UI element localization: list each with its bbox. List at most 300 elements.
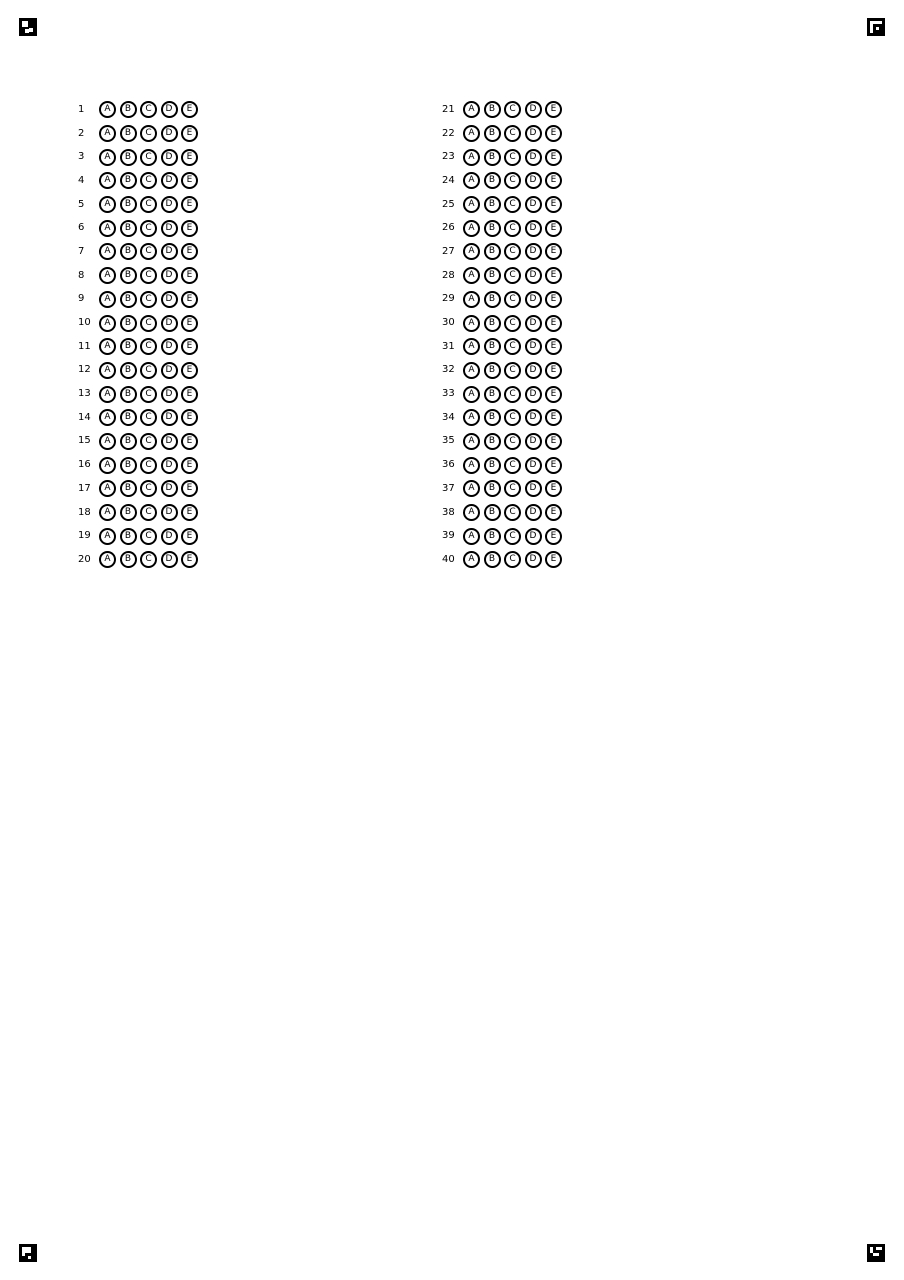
answer-bubble-group — [99, 362, 198, 379]
question-row — [74, 524, 234, 548]
answer-bubble-d[interactable]: D — [525, 362, 542, 379]
question-row — [74, 501, 234, 525]
answer-bubble-c[interactable]: C — [504, 457, 521, 474]
answer-bubble-b[interactable]: B — [484, 457, 501, 474]
question-number: 12 — [78, 364, 91, 376]
question-number: 14 — [78, 411, 91, 423]
answer-bubble-e[interactable]: E — [181, 315, 198, 332]
answer-bubble-b[interactable]: B — [484, 149, 501, 166]
answer-bubble-b[interactable]: B — [120, 528, 137, 545]
question-row — [438, 477, 598, 501]
answer-bubble-b[interactable]: B — [484, 433, 501, 450]
answer-bubble-d[interactable]: D — [161, 315, 178, 332]
answer-bubble-d[interactable]: D — [525, 433, 542, 450]
answer-bubble-e[interactable]: E — [181, 528, 198, 545]
answer-bubble-c[interactable]: C — [504, 243, 521, 260]
answer-bubble-a[interactable]: A — [463, 149, 480, 166]
answer-bubble-d[interactable]: D — [525, 504, 542, 521]
answer-bubble-group — [463, 315, 562, 332]
answer-bubble-e[interactable]: E — [545, 504, 562, 521]
answer-bubble-group — [99, 196, 198, 213]
answer-bubble-c[interactable]: C — [504, 220, 521, 237]
answer-bubble-e[interactable]: E — [181, 243, 198, 260]
fiducial-marker-top-right — [867, 18, 885, 36]
answer-bubble-c[interactable]: C — [504, 504, 521, 521]
answer-bubble-c[interactable]: C — [504, 125, 521, 142]
answer-bubble-group — [463, 551, 562, 568]
answer-bubble-group — [99, 433, 198, 450]
answer-bubble-e[interactable]: E — [181, 172, 198, 189]
answer-bubble-e[interactable]: E — [545, 315, 562, 332]
answer-bubble-b[interactable]: B — [484, 480, 501, 497]
answer-bubble-b[interactable]: B — [484, 551, 501, 568]
answer-bubble-d[interactable]: D — [525, 172, 542, 189]
question-row — [438, 169, 598, 193]
answer-bubble-c[interactable]: C — [140, 172, 157, 189]
answer-bubble-b[interactable]: B — [120, 504, 137, 521]
answer-bubble-e[interactable]: E — [181, 338, 198, 355]
question-row — [74, 311, 234, 335]
answer-bubble-e[interactable]: E — [545, 338, 562, 355]
answer-bubble-d[interactable]: D — [525, 267, 542, 284]
answer-bubble-b[interactable]: B — [120, 409, 137, 426]
answer-bubble-a[interactable]: A — [463, 362, 480, 379]
answer-bubble-c[interactable]: C — [504, 101, 521, 118]
answer-bubble-group — [99, 172, 198, 189]
answer-bubble-a[interactable]: A — [99, 243, 116, 260]
answer-bubble-group — [99, 267, 198, 284]
answer-bubble-a[interactable]: A — [99, 409, 116, 426]
answer-bubble-e[interactable]: E — [181, 220, 198, 237]
answer-bubble-b[interactable]: B — [120, 172, 137, 189]
answer-bubble-a[interactable]: A — [463, 220, 480, 237]
answer-bubble-c[interactable]: C — [504, 172, 521, 189]
answer-bubble-c[interactable]: C — [140, 291, 157, 308]
answer-bubble-b[interactable]: B — [120, 267, 137, 284]
answer-bubble-e[interactable]: E — [545, 362, 562, 379]
answer-bubble-b[interactable]: B — [484, 243, 501, 260]
question-row — [438, 264, 598, 288]
answer-bubble-a[interactable]: A — [99, 362, 116, 379]
answer-bubble-b[interactable]: B — [484, 172, 501, 189]
answer-bubble-e[interactable]: E — [545, 220, 562, 237]
answer-bubble-d[interactable]: D — [161, 386, 178, 403]
answer-bubble-e[interactable]: E — [545, 409, 562, 426]
question-number: 23 — [442, 151, 455, 163]
answer-bubble-d[interactable]: D — [161, 101, 178, 118]
answer-bubble-a[interactable]: A — [99, 125, 116, 142]
question-number: 39 — [442, 530, 455, 542]
answer-bubble-e[interactable]: E — [181, 125, 198, 142]
answer-bubble-a[interactable]: A — [99, 196, 116, 213]
answer-bubble-d[interactable]: D — [161, 267, 178, 284]
answer-bubble-group — [99, 291, 198, 308]
answer-bubble-d[interactable]: D — [161, 504, 178, 521]
answer-bubble-e[interactable]: E — [181, 433, 198, 450]
question-row — [74, 264, 234, 288]
answer-bubble-c[interactable]: C — [140, 338, 157, 355]
question-number: 36 — [442, 459, 455, 471]
answer-bubble-d[interactable]: D — [161, 196, 178, 213]
question-number: 2 — [78, 127, 85, 139]
answer-bubble-d[interactable]: D — [161, 551, 178, 568]
question-row — [438, 122, 598, 146]
question-number: 32 — [442, 364, 455, 376]
answer-bubble-d[interactable]: D — [161, 433, 178, 450]
answer-bubble-c[interactable]: C — [140, 125, 157, 142]
answer-bubble-d[interactable]: D — [161, 243, 178, 260]
question-row — [438, 406, 598, 430]
question-number: 28 — [442, 269, 455, 281]
answer-bubble-a[interactable]: A — [463, 125, 480, 142]
answer-bubble-c[interactable]: C — [504, 409, 521, 426]
answer-bubble-d[interactable]: D — [161, 362, 178, 379]
answer-bubble-group — [99, 504, 198, 521]
answer-bubble-b[interactable]: B — [484, 528, 501, 545]
answer-bubble-group — [463, 220, 562, 237]
answer-bubble-c[interactable]: C — [140, 433, 157, 450]
answer-bubble-d[interactable]: D — [525, 338, 542, 355]
answer-bubble-c[interactable]: C — [140, 196, 157, 213]
answer-bubble-d[interactable]: D — [525, 291, 542, 308]
answer-bubble-a[interactable]: A — [463, 504, 480, 521]
answer-bubble-e[interactable]: E — [545, 172, 562, 189]
answer-bubble-d[interactable]: D — [525, 315, 542, 332]
answer-bubble-e[interactable]: E — [545, 149, 562, 166]
answer-bubble-b[interactable]: B — [120, 433, 137, 450]
answer-bubble-b[interactable]: B — [484, 362, 501, 379]
answer-bubble-a[interactable]: A — [99, 315, 116, 332]
question-row — [74, 193, 234, 217]
answer-bubble-a[interactable]: A — [463, 480, 480, 497]
answer-bubble-c[interactable]: C — [504, 386, 521, 403]
answer-bubble-d[interactable]: D — [161, 338, 178, 355]
answer-bubble-a[interactable]: A — [463, 101, 480, 118]
answer-bubble-group — [463, 528, 562, 545]
answer-bubble-e[interactable]: E — [545, 433, 562, 450]
answer-bubble-c[interactable]: C — [504, 315, 521, 332]
answer-bubble-c[interactable]: C — [504, 338, 521, 355]
question-row — [438, 240, 598, 264]
answer-bubble-d[interactable]: D — [161, 291, 178, 308]
question-number: 11 — [78, 340, 91, 352]
answer-bubble-e[interactable]: E — [545, 386, 562, 403]
answer-bubble-a[interactable]: A — [99, 480, 116, 497]
answer-bubble-b[interactable]: B — [484, 267, 501, 284]
answer-bubble-a[interactable]: A — [99, 220, 116, 237]
answer-bubble-a[interactable]: A — [99, 386, 116, 403]
answer-bubble-b[interactable]: B — [120, 315, 137, 332]
answer-bubble-e[interactable]: E — [545, 457, 562, 474]
answer-bubble-group — [99, 528, 198, 545]
question-row — [74, 453, 234, 477]
answer-bubble-c[interactable]: C — [504, 267, 521, 284]
question-row — [74, 548, 234, 572]
answer-bubble-b[interactable]: B — [484, 409, 501, 426]
answer-bubble-a[interactable]: A — [99, 101, 116, 118]
answer-bubble-d[interactable]: D — [161, 480, 178, 497]
answer-bubble-d[interactable]: D — [161, 220, 178, 237]
question-number: 30 — [442, 317, 455, 329]
answer-bubble-d[interactable]: D — [161, 409, 178, 426]
answer-bubble-e[interactable]: E — [181, 504, 198, 521]
question-row — [74, 122, 234, 146]
answer-bubble-d[interactable]: D — [525, 243, 542, 260]
answer-bubble-a[interactable]: A — [463, 196, 480, 213]
answer-bubble-a[interactable]: A — [99, 149, 116, 166]
answer-bubble-group — [99, 101, 198, 118]
answer-bubble-e[interactable]: E — [181, 551, 198, 568]
answer-bubble-group — [99, 243, 198, 260]
answer-bubble-group — [463, 409, 562, 426]
answer-bubble-a[interactable]: A — [463, 338, 480, 355]
answer-bubble-group — [99, 220, 198, 237]
answer-bubble-e[interactable]: E — [181, 101, 198, 118]
answer-bubble-a[interactable]: A — [99, 433, 116, 450]
answer-bubble-a[interactable]: A — [99, 551, 116, 568]
question-number: 5 — [78, 198, 85, 210]
answer-bubble-e[interactable]: E — [181, 362, 198, 379]
answer-bubble-e[interactable]: E — [181, 149, 198, 166]
answer-bubble-d[interactable]: D — [161, 457, 178, 474]
answer-bubble-a[interactable]: A — [463, 386, 480, 403]
answer-bubble-c[interactable]: C — [140, 480, 157, 497]
answer-bubble-group — [99, 338, 198, 355]
fiducial-marker-top-left — [19, 18, 37, 36]
answer-bubble-c[interactable]: C — [140, 315, 157, 332]
answer-bubble-b[interactable]: B — [484, 291, 501, 308]
question-number: 7 — [78, 245, 85, 257]
answer-bubble-e[interactable]: E — [545, 125, 562, 142]
question-number: 20 — [78, 553, 91, 565]
answer-bubble-d[interactable]: D — [525, 101, 542, 118]
question-number: 31 — [442, 340, 455, 352]
answer-bubble-e[interactable]: E — [181, 267, 198, 284]
answer-bubble-a[interactable]: A — [99, 457, 116, 474]
answer-bubble-a[interactable]: A — [463, 243, 480, 260]
answer-bubble-a[interactable]: A — [99, 267, 116, 284]
answer-bubble-a[interactable]: A — [463, 551, 480, 568]
question-number: 10 — [78, 317, 91, 329]
answer-bubble-e[interactable]: E — [181, 457, 198, 474]
question-row — [438, 524, 598, 548]
answer-bubble-a[interactable]: A — [463, 172, 480, 189]
answer-column-left — [74, 98, 234, 572]
answer-bubble-group — [463, 172, 562, 189]
answer-bubble-e[interactable]: E — [545, 291, 562, 308]
question-number: 24 — [442, 174, 455, 186]
answer-bubble-e[interactable]: E — [545, 551, 562, 568]
answer-bubble-b[interactable]: B — [120, 338, 137, 355]
answer-bubble-e[interactable]: E — [181, 386, 198, 403]
answer-bubble-d[interactable]: D — [525, 457, 542, 474]
answer-bubble-c[interactable]: C — [504, 149, 521, 166]
question-number: 34 — [442, 411, 455, 423]
answer-bubble-d[interactable]: D — [525, 551, 542, 568]
answer-bubble-e[interactable]: E — [181, 409, 198, 426]
answer-bubble-c[interactable]: C — [504, 291, 521, 308]
question-number: 27 — [442, 245, 455, 257]
answer-bubble-b[interactable]: B — [120, 149, 137, 166]
answer-bubble-d[interactable]: D — [161, 149, 178, 166]
question-row — [438, 311, 598, 335]
question-number: 9 — [78, 293, 85, 305]
answer-bubble-c[interactable]: C — [504, 362, 521, 379]
answer-bubble-d[interactable]: D — [161, 528, 178, 545]
answer-bubble-group — [99, 409, 198, 426]
answer-bubble-group — [99, 457, 198, 474]
answer-bubble-b[interactable]: B — [120, 480, 137, 497]
answer-bubble-b[interactable]: B — [120, 243, 137, 260]
answer-bubble-group — [463, 149, 562, 166]
question-row — [438, 335, 598, 359]
question-number: 3 — [78, 151, 85, 163]
answer-bubble-d[interactable]: D — [525, 125, 542, 142]
question-row — [74, 98, 234, 122]
answer-bubble-group — [99, 480, 198, 497]
question-number: 13 — [78, 388, 91, 400]
question-number: 4 — [78, 174, 85, 186]
answer-bubble-c[interactable]: C — [140, 409, 157, 426]
answer-bubble-group — [99, 125, 198, 142]
answer-bubble-d[interactable]: D — [525, 480, 542, 497]
answer-bubble-a[interactable]: A — [99, 338, 116, 355]
answer-bubble-c[interactable]: C — [140, 101, 157, 118]
answer-bubble-d[interactable]: D — [525, 220, 542, 237]
answer-bubble-a[interactable]: A — [463, 409, 480, 426]
answer-bubble-c[interactable]: C — [140, 149, 157, 166]
answer-bubble-group — [463, 125, 562, 142]
answer-bubble-a[interactable]: A — [463, 315, 480, 332]
question-row — [74, 430, 234, 454]
answer-bubble-d[interactable]: D — [161, 125, 178, 142]
answer-bubble-e[interactable]: E — [545, 101, 562, 118]
answer-bubble-b[interactable]: B — [120, 362, 137, 379]
answer-bubble-b[interactable]: B — [120, 386, 137, 403]
answer-bubble-c[interactable]: C — [140, 528, 157, 545]
answer-bubble-c[interactable]: C — [504, 528, 521, 545]
answer-bubble-group — [99, 386, 198, 403]
answer-bubble-e[interactable]: E — [545, 528, 562, 545]
answer-bubble-c[interactable]: C — [504, 433, 521, 450]
answer-bubble-b[interactable]: B — [120, 551, 137, 568]
answer-bubble-a[interactable]: A — [463, 291, 480, 308]
answer-bubble-group — [463, 433, 562, 450]
answer-bubble-a[interactable]: A — [463, 267, 480, 284]
answer-bubble-d[interactable]: D — [525, 528, 542, 545]
question-number: 29 — [442, 293, 455, 305]
answer-bubble-b[interactable]: B — [120, 196, 137, 213]
answer-bubble-b[interactable]: B — [120, 125, 137, 142]
answer-bubble-c[interactable]: C — [140, 267, 157, 284]
question-number: 15 — [78, 435, 91, 447]
answer-bubble-e[interactable]: E — [181, 196, 198, 213]
answer-bubble-b[interactable]: B — [484, 101, 501, 118]
question-row — [74, 406, 234, 430]
answer-bubble-c[interactable]: C — [504, 196, 521, 213]
question-number: 40 — [442, 553, 455, 565]
answer-bubble-a[interactable]: A — [463, 433, 480, 450]
fiducial-marker-bottom-left — [19, 1244, 37, 1262]
answer-bubble-b[interactable]: B — [120, 457, 137, 474]
answer-bubble-a[interactable]: A — [463, 457, 480, 474]
question-row — [438, 430, 598, 454]
question-row — [74, 477, 234, 501]
question-row — [74, 335, 234, 359]
answer-bubble-b[interactable]: B — [120, 101, 137, 118]
answer-bubble-a[interactable]: A — [463, 528, 480, 545]
answer-bubble-d[interactable]: D — [161, 172, 178, 189]
answer-bubble-group — [463, 291, 562, 308]
answer-bubble-c[interactable]: C — [140, 362, 157, 379]
answer-bubble-b[interactable]: B — [120, 220, 137, 237]
question-number: 35 — [442, 435, 455, 447]
answer-bubble-d[interactable]: D — [525, 196, 542, 213]
question-row — [74, 145, 234, 169]
question-number: 33 — [442, 388, 455, 400]
question-number: 37 — [442, 482, 455, 494]
question-number: 25 — [442, 198, 455, 210]
question-row — [74, 240, 234, 264]
answer-bubble-e[interactable]: E — [181, 291, 198, 308]
answer-bubble-b[interactable]: B — [484, 196, 501, 213]
answer-bubble-group — [463, 480, 562, 497]
answer-bubble-b[interactable]: B — [484, 125, 501, 142]
answer-bubble-c[interactable]: C — [140, 457, 157, 474]
answer-bubble-e[interactable]: E — [545, 480, 562, 497]
answer-bubble-b[interactable]: B — [484, 386, 501, 403]
question-row — [74, 288, 234, 312]
question-row — [438, 359, 598, 383]
answer-bubble-a[interactable]: A — [99, 291, 116, 308]
answer-bubble-c[interactable]: C — [504, 480, 521, 497]
fiducial-marker-bottom-right — [867, 1244, 885, 1262]
answer-bubble-b[interactable]: B — [484, 338, 501, 355]
question-row — [438, 216, 598, 240]
answer-bubble-c[interactable]: C — [140, 551, 157, 568]
answer-bubble-a[interactable]: A — [99, 504, 116, 521]
answer-bubble-c[interactable]: C — [140, 504, 157, 521]
answer-bubble-c[interactable]: C — [140, 220, 157, 237]
answer-bubble-b[interactable]: B — [484, 315, 501, 332]
answer-bubble-d[interactable]: D — [525, 149, 542, 166]
question-row — [74, 382, 234, 406]
answer-bubble-c[interactable]: C — [140, 386, 157, 403]
question-row — [74, 169, 234, 193]
question-row — [438, 501, 598, 525]
answer-bubble-d[interactable]: D — [525, 386, 542, 403]
question-row — [438, 548, 598, 572]
answer-bubble-c[interactable]: C — [140, 243, 157, 260]
answer-bubble-e[interactable]: E — [545, 243, 562, 260]
question-number: 21 — [442, 103, 455, 115]
answer-bubble-a[interactable]: A — [99, 528, 116, 545]
answer-bubble-b[interactable]: B — [120, 291, 137, 308]
answer-bubble-group — [463, 362, 562, 379]
question-number: 18 — [78, 506, 91, 518]
answer-bubble-e[interactable]: E — [545, 196, 562, 213]
answer-bubble-b[interactable]: B — [484, 504, 501, 521]
question-row — [438, 98, 598, 122]
answer-bubble-e[interactable]: E — [545, 267, 562, 284]
question-row — [438, 382, 598, 406]
answer-bubble-c[interactable]: C — [504, 551, 521, 568]
answer-bubble-b[interactable]: B — [484, 220, 501, 237]
answer-bubble-group — [463, 243, 562, 260]
answer-bubble-e[interactable]: E — [181, 480, 198, 497]
answer-bubble-a[interactable]: A — [99, 172, 116, 189]
answer-bubble-d[interactable]: D — [525, 409, 542, 426]
